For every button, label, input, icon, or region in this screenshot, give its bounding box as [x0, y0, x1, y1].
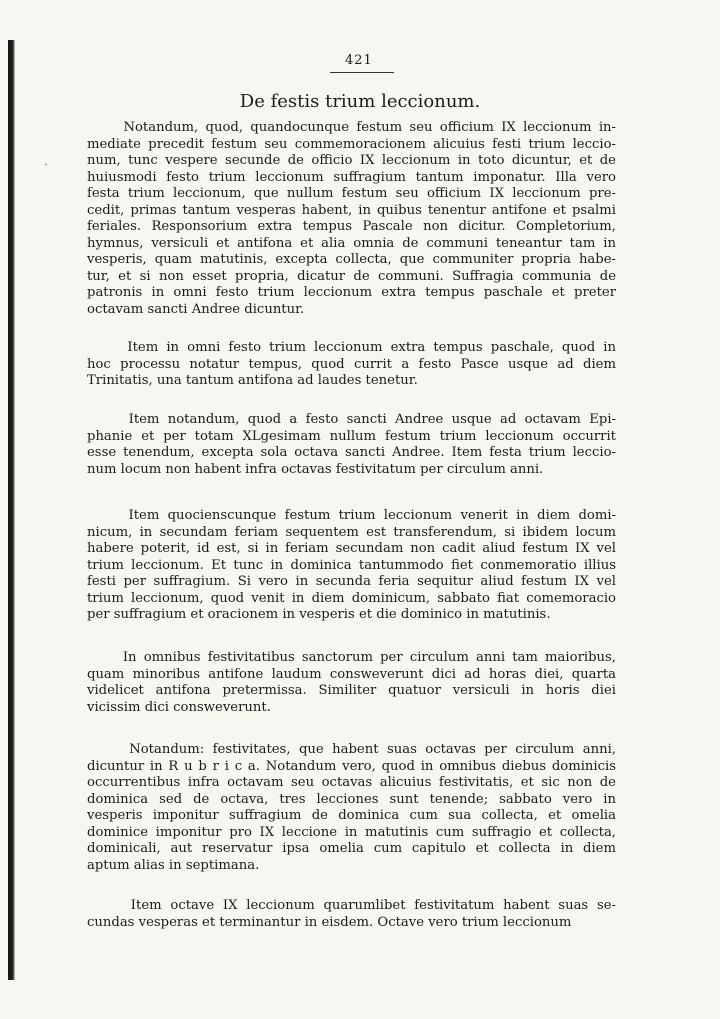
text-line: festa trium leccionum, que nullum festum seu officium IX leccionum pre-	[87, 186, 616, 201]
text-line: huiusmodi festo trium leccionum suffragium tantum imponatur. Illa vero	[87, 169, 616, 185]
paragraph-5	[87, 650, 616, 716]
page-number-rule	[330, 72, 394, 73]
text-line: In omnibus festivitatibus sanctorum per circulum anni tam maioribus,	[87, 650, 616, 665]
text-line: dominice imponitur pro IX leccione in matutinis cum suffragio et collecta,	[87, 824, 616, 840]
text-line: trium leccionum, quod venit in diem dominicum, sabbato fiat comemoracio	[87, 590, 616, 606]
text-line: Trinitatis, una tantum antifona ad laudes tenetur.	[87, 373, 418, 388]
text-line: videlicet antifona pretermissa. Similiter quatuor versiculi in horis diei	[87, 683, 616, 698]
paragraph-4	[87, 508, 616, 624]
text-line: quam minoribus antifone laudum consweverunt dici ad horas diei, quarta	[87, 666, 616, 682]
text-line: num, tunc vespere secunde de officio IX leccionum in toto dicuntur, et de	[87, 153, 616, 168]
paragraph-7	[87, 898, 616, 931]
text-line: aptum alias in septimana.	[87, 857, 260, 873]
text-line: octavam sancti Andree dicuntur.	[87, 301, 305, 317]
binding-edge	[8, 40, 15, 980]
page-number: 421	[345, 53, 373, 68]
text-line: trium leccionum. Et tunc in dominica tantummodo fiet conmemoratio illius	[87, 557, 616, 573]
page-title: De festis trium leccionum.	[239, 91, 481, 112]
text-line: nicum, in secundam feriam sequentem est transferendum, si ibidem locum	[87, 524, 616, 540]
text-line: dominicali, aut reservatur ipsa omelia cum capitulo et collecta in diem	[87, 841, 616, 856]
text-line: cundas vesperas et terminantur in eisdem. Octave vero trium leccionum	[87, 914, 572, 930]
text-line: num locum non habent infra octavas festivitatum per circulum anni.	[87, 461, 544, 477]
paragraph-6	[87, 742, 616, 874]
text-line: habere poterit, id est, si in feriam secundam non cadit aliud festum IX vel	[87, 541, 616, 556]
margin-mark: ˏ	[44, 152, 48, 166]
text-line: dicuntur in R u b r i c a. Notandum vero, quod in omnibus diebus dominicis	[87, 758, 616, 774]
text-line: feriales. Responsorium extra tempus Pascale non dicitur. Completorium,	[87, 219, 616, 234]
text-line: Item quocienscunque festum trium leccionum venerit in diem domi-	[87, 508, 616, 523]
text-line: cedit, primas tantum vesperas habent, in quibus tenentur antifone et psalmi	[87, 202, 616, 218]
text-line: vesperis imponitur suffragium de dominica cum sua collecta, et omelia	[87, 808, 616, 823]
text-line: Notandum: festivitates, que habent suas octavas per circulum anni,	[87, 742, 616, 757]
text-line: Item notandum, quod a festo sancti Andree usque ad octavam Epi-	[87, 412, 616, 427]
text-line: festi per suffragium. Si vero in secunda feria sequitur aliud festum IX vel	[87, 574, 616, 589]
paragraph-1	[87, 120, 616, 318]
paragraph-2	[87, 340, 616, 390]
text-line: dominica sed de octava, tres lecciones sunt tenende; sabbato vero in	[87, 791, 616, 807]
text-line: esse tenendum, excepta sola octava sancti Andree. Item festa trium leccio-	[87, 445, 616, 460]
text-line: patronis in omni festo trium leccionum extra tempus paschale et preter	[87, 285, 616, 300]
text-line: vesperis, quam matutinis, excepta collecta, que communiter propria habe-	[87, 252, 616, 267]
text-line: Item in omni festo trium leccionum extra tempus paschale, quod in	[87, 340, 616, 355]
paragraph-3	[87, 412, 616, 478]
text-line: Item octave IX leccionum quarumlibet festivitatum habent suas se-	[87, 898, 616, 913]
text-line: occurrentibus infra octavam seu octavas alicuius festivitatis, et sic non de	[87, 775, 616, 790]
text-line: hymnus, versiculi et antifona et alia omnia de communi teneantur tam in	[87, 235, 616, 251]
text-line: phanie et per totam XLgesimam nullum festum trium leccionum occurrit	[87, 428, 616, 444]
text-line: hoc processu notatur tempus, quod currit a festo Pasce usque ad diem	[87, 356, 616, 372]
text-line: per suffragium et oracionem in vesperis et die dominico in matutinis.	[87, 607, 551, 622]
text-line: tur, et si non esset propria, dicatur de communi. Suffragia communia de	[87, 268, 616, 284]
text-line: vicissim dici consweverunt.	[87, 699, 271, 715]
text-line: mediate precedit festum seu commemoracionem alicuius festi trium leccio-	[87, 136, 616, 152]
text-line: Notandum, quod, quandocunque festum seu officium IX leccionum in-	[87, 120, 616, 135]
